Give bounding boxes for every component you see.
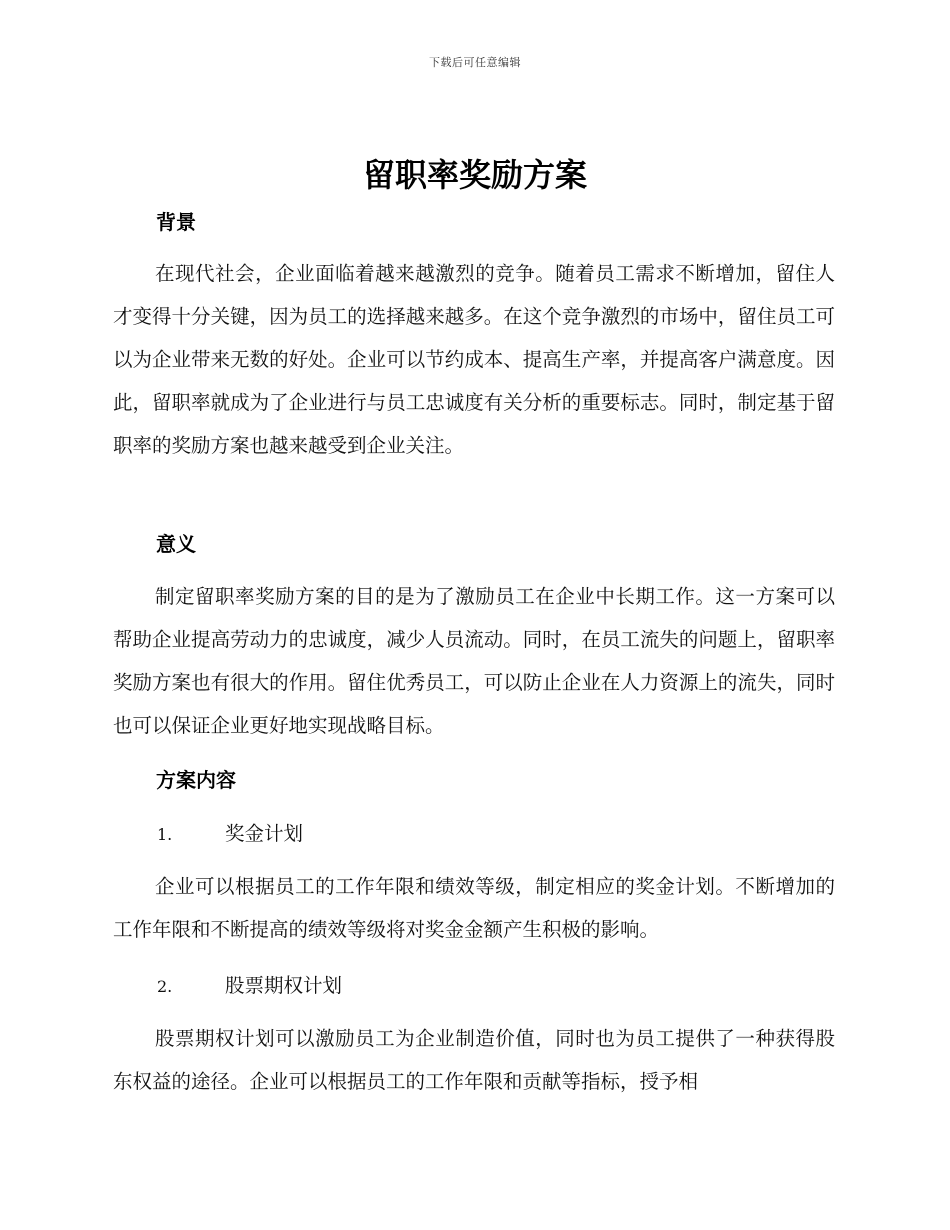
paragraph-bonus-plan: 企业可以根据员工的工作年限和绩效等级，制定相应的奖金计划。不断增加的工作年限和不断提高的绩效等级将对奖金金额产生积极的影响。: [113, 875, 835, 941]
section-heading-background: 背景: [156, 210, 196, 234]
list-item-number: 2.: [157, 977, 173, 996]
paragraph-background: 在现代社会，企业面临着越来越激烈的竞争。随着员工需求不断增加，留住人才变得十分关键，因为员工的选择越来越多。在这个竞争激烈的市场中，留住员工可以为企业带来无数的好处。企业可以节约成本、提高生产率，并提高客户满意度。因此，留职率就成为了企业进行与员工忠诚度有关分析的重要标志。同时，制定基于留职率的奖励方案也越来越受到企业关注。: [113, 262, 835, 457]
list-item-label: 奖金计划: [225, 822, 304, 845]
list-item-stock-options: [157, 970, 342, 998]
paragraph-stock-option-plan: 股票期权计划可以激励员工为企业制造价值，同时也为员工提供了一种获得股东权益的途径。企业可以根据员工的工作年限和贡献等指标，授予相: [113, 1027, 835, 1093]
document-title: 留职率奖励方案: [362, 156, 587, 194]
paragraph-significance: 制定留职率奖励方案的目的是为了激励员工在企业中长期工作。这一方案可以帮助企业提高劳动力的忠诚度，减少人员流动。同时，在员工流失的问题上，留职率奖励方案也有很大的作用。留住优秀员工，可以防止企业在人力资源上的流失，同时也可以保证企业更好地实现战略目标。: [113, 585, 835, 737]
section-heading-content: 方案内容: [156, 768, 236, 792]
page-header-note: 下载后可任意编辑: [429, 56, 521, 69]
list-item-label: 股票期权计划: [225, 974, 343, 997]
section-heading-significance: 意义: [156, 532, 196, 556]
list-item-number: 1.: [157, 825, 173, 844]
list-item-bonus: [157, 818, 303, 846]
